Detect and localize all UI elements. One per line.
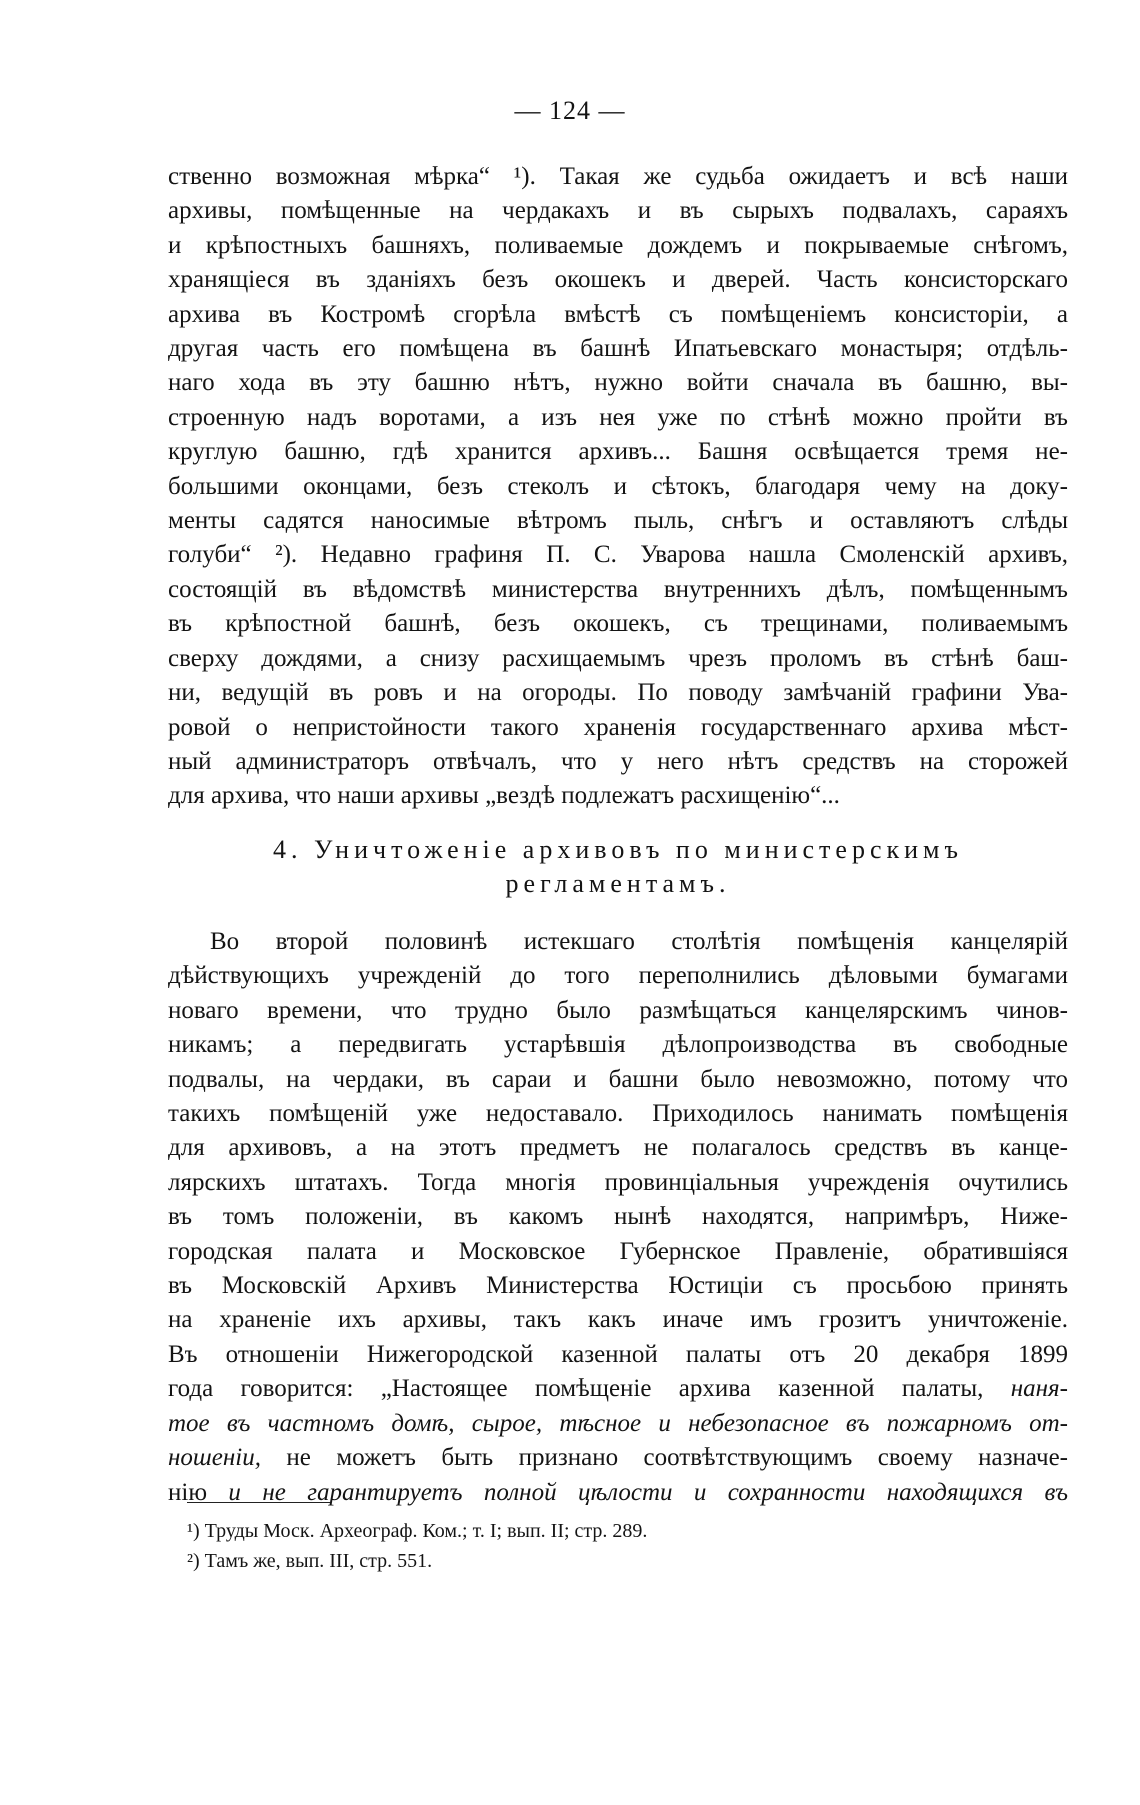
text-line: для архива, что наши архивы „вездѣ подлежатъ расхищенію“... [168, 782, 840, 810]
text-roman: года говорится: „Настоящее помѣщеніе архива казенной палаты, [168, 1375, 984, 1403]
text-line: Во второй половинѣ истекшаго столѣтія помѣщенія канцелярій [210, 928, 1068, 955]
text-roman: не можетъ быть признано соотвѣтствующимъ своему назначе- [286, 1444, 1068, 1472]
text-line: сверху дождями, а снизу расхищаемымъ чрезъ проломъ въ стѣнѣ баш- [168, 644, 1068, 672]
text-line: подвалы, на чердаки, въ сараи и башни было невозможно, потому что [168, 1065, 1068, 1093]
footnote-divider [187, 1502, 330, 1503]
text-line: новаго времени, что трудно было размѣщаться канцелярскимъ чинов- [168, 996, 1068, 1024]
text-line: Въ отношеніи Нижегородской казенной палаты отъ 20 декабря 1899 [168, 1340, 1068, 1368]
text-line: и крѣпостныхъ башняхъ, поливаемые дождемъ и покрываемые снѣгомъ, [168, 231, 1068, 259]
text-roman: нію [168, 1478, 208, 1506]
text-line: лярскихъ штатахъ. Тогда многія провинціальныя учрежденія очутились [168, 1168, 1068, 1196]
text-line: круглую башню, гдѣ хранится архивъ... Башня освѣщается тремя не- [168, 438, 1068, 466]
footnote-2 [187, 1546, 987, 1576]
footnote-marker: ¹) [187, 1520, 200, 1542]
section-heading-line-1: 4. Уничтоженіе архивовъ по министерскимъ [273, 835, 963, 864]
text-line: ни, ведущій въ ровъ и на огороды. По поводу замѣчаній графини Ува- [168, 679, 1068, 707]
text-italic: и не гарантируетъ полной цѣлости и сохранности находящихся въ [228, 1478, 1069, 1506]
footnote-marker: ²) [187, 1550, 200, 1572]
text-line: дѣйствующихъ учрежденій до того переполнились дѣловыми бумагами [168, 962, 1068, 990]
text-line: архивы, помѣщенные на чердакахъ и въ сырыхъ подвалахъ, сараяхъ [168, 197, 1068, 225]
text-line [168, 1407, 1068, 1441]
paragraph-archives-conditions [168, 160, 1068, 814]
page-number: — 124 — [514, 96, 626, 125]
text-line [168, 1441, 1068, 1475]
text-line: наго хода въ эту башню нѣтъ, нужно войти сначала въ башню, вы- [168, 369, 1068, 397]
text-line: менты садятся наносимые вѣтромъ пыль, снѣгъ и оставляютъ слѣды [168, 507, 1068, 535]
text-line: архива въ Костромѣ сгорѣла вмѣстѣ съ помѣщеніемъ консисторіи, а [168, 300, 1068, 328]
footnotes [187, 1516, 987, 1576]
text-line: состоящій въ вѣдомствѣ министерства внутреннихъ дѣлъ, помѣщеннымъ [168, 575, 1068, 603]
text-line [168, 1476, 1068, 1510]
text-line: хранящіеся въ зданіяхъ безъ окошекъ и дверей. Часть консисторскаго [168, 266, 1068, 294]
text-line: для архивовъ, а на этотъ предметъ не полагалось средствъ въ канце- [168, 1134, 1068, 1162]
text-line: другая часть его помѣщена въ башнѣ Ипатьевскаго монастыря; отдѣль- [168, 335, 1068, 363]
text-line: въ Московскій Архивъ Министерства Юстиціи съ просьбою принять [168, 1272, 1068, 1300]
text-italic: ношеніи, [168, 1444, 261, 1472]
text-line: на храненіе ихъ архивы, такъ какъ иначе имъ грозитъ уничтоженіе. [168, 1306, 1068, 1334]
footnote-text: Труды Моск. Археограф. Ком.; т. I; вып. II; стр. 289. [204, 1520, 648, 1542]
text-line: строенную надъ воротами, а изъ нея уже по стѣнѣ можно пройти въ [168, 403, 1068, 431]
text-line: ственно возможная мѣрка“ ¹). Такая же судьба ожидаетъ и всѣ наши [168, 163, 1068, 190]
text-italic: наня- [1010, 1375, 1068, 1403]
footnote-1 [187, 1516, 987, 1546]
text-line: ровой о непристойности такого храненія государственнаго архива мѣст- [168, 713, 1068, 741]
text-line: въ крѣпостной башнѣ, безъ окошекъ, съ трещинами, поливаемымъ [168, 610, 1068, 638]
text-line: городская палата и Московское Губернское Правленіе, обратившіяся [168, 1237, 1068, 1265]
paragraph-body [168, 925, 1068, 1510]
footnote-text: Тамъ же, вып. III, стр. 551. [204, 1550, 433, 1572]
text-line: большими оконцами, безъ стеколъ и сѣтокъ, благодаря чему на доку- [168, 472, 1068, 500]
text-line: никамъ; а передвигать устарѣвшія дѣлопроизводства въ свободные [168, 1031, 1068, 1059]
text-line [168, 1372, 1068, 1406]
text-line: ный администраторъ отвѣчалъ, что у него нѣтъ средствъ на сторожей [168, 747, 1068, 775]
text-line: въ томъ положеніи, въ какомъ нынѣ находятся, напримѣръ, Ниже- [168, 1203, 1068, 1231]
paragraph-archives-destruction [168, 925, 1068, 1510]
paragraph-body [168, 160, 1068, 814]
text-line: такихъ помѣщеній уже недоставало. Приходилось нанимать помѣщенія [168, 1100, 1068, 1128]
section-heading-line-2: регламентамъ. [505, 869, 731, 898]
text-line: голуби“ ²). Недавно графиня П. С. Уварова нашла Смоленскій архивъ, [168, 541, 1068, 569]
text-italic: тое въ частномъ домѣ, сырое, тѣсное и небезопасное въ пожарномъ от- [168, 1409, 1068, 1437]
section-heading [168, 833, 1068, 901]
